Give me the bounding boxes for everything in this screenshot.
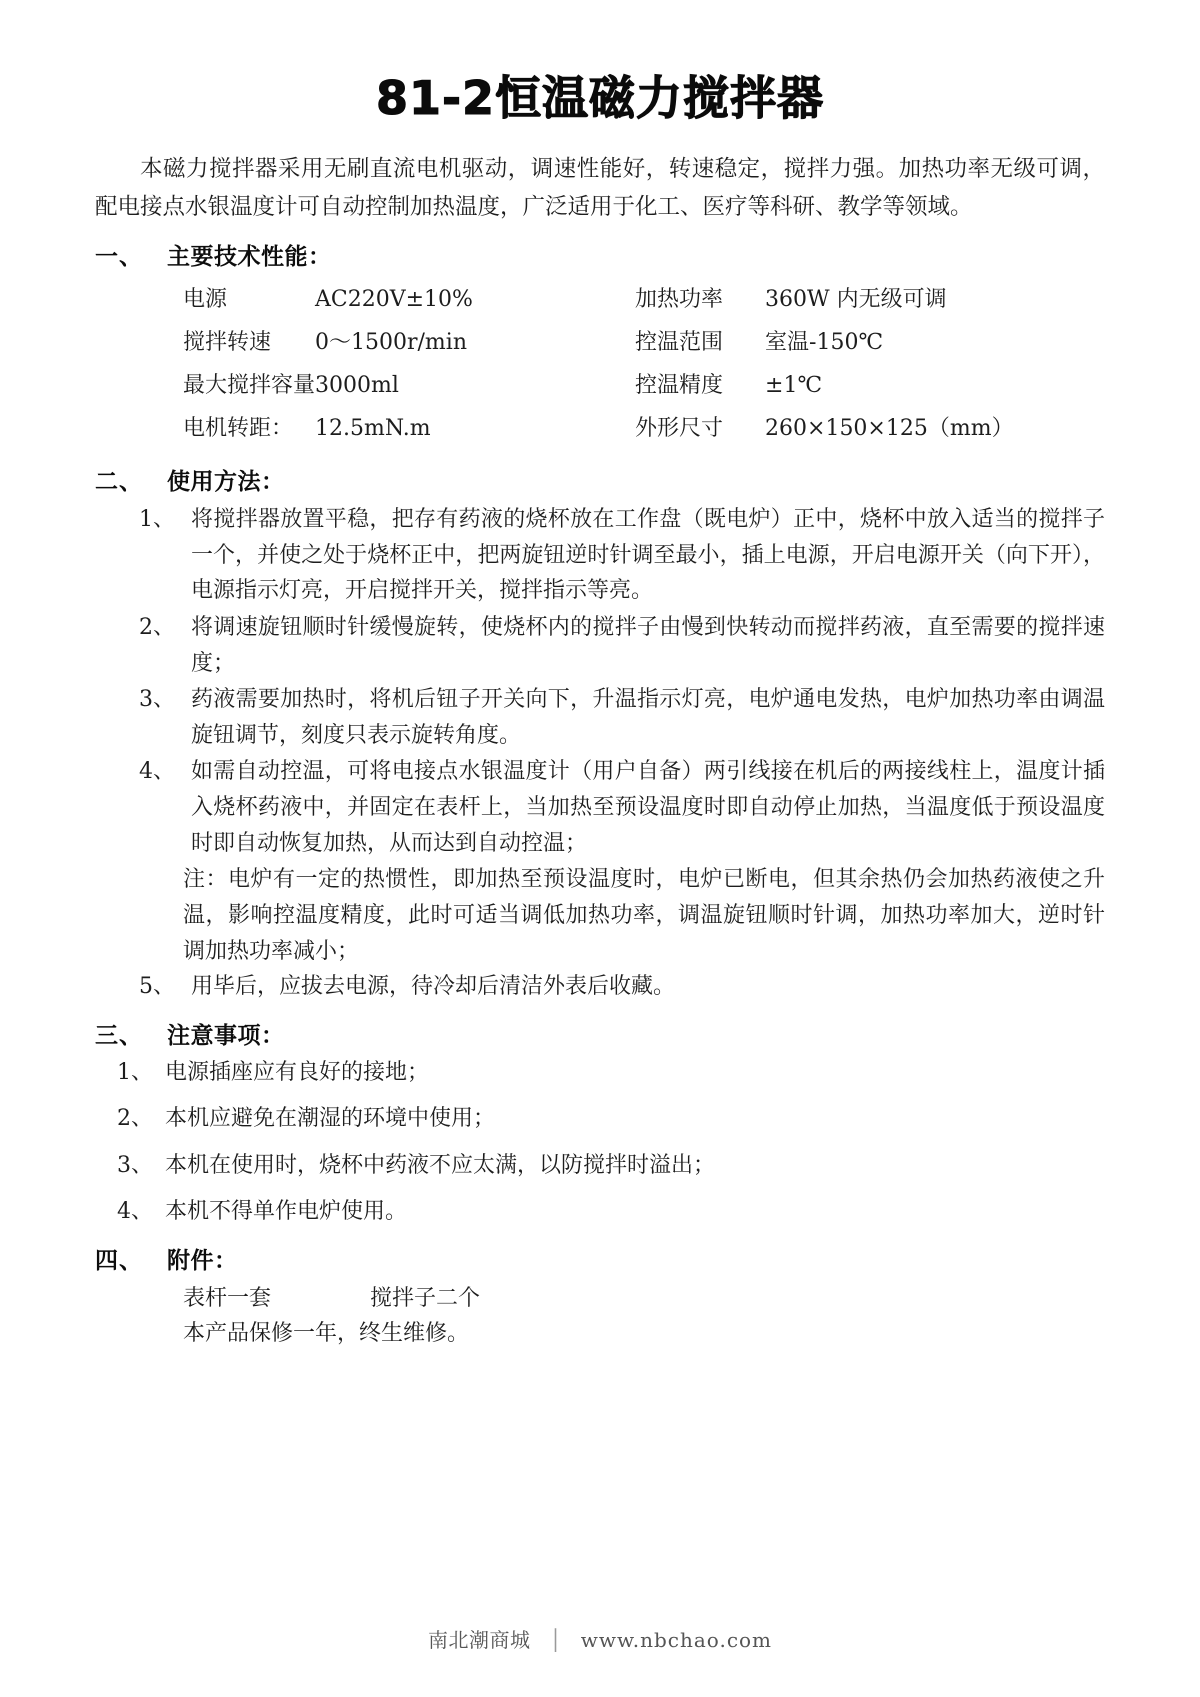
accessory-item-1: 表杆一套 xyxy=(183,1285,272,1311)
step-text: 药液需要加热时，将机后钮子开关向下，升温指示灯亮，电炉通电发热，电炉加热功率由调温旋钮调节，刻度只表示旋转角度。 xyxy=(191,687,1105,748)
spec-label-right: 外形尺寸 xyxy=(635,416,724,442)
footer-separator: │ xyxy=(549,1628,562,1652)
spec-label-left: 最大搅拌容量 xyxy=(183,373,316,399)
section-number: 三、 xyxy=(95,1022,143,1049)
table-row xyxy=(95,279,1105,322)
spec-value-left: 3000ml xyxy=(315,373,399,399)
step-number: 4、 xyxy=(139,759,175,785)
list-item xyxy=(183,1281,1105,1317)
list-item xyxy=(95,1102,1105,1135)
page-footer xyxy=(0,1624,1200,1653)
usage-note-paragraph: 注：电炉有一定的热惯性，即加热至预设温度时，电炉已断电，但其余热仍会加热药液使之升温，影响控温度精度，此时可适当调低加热功率，调温旋钮顺时针调，加热功率加大，逆时针调加热功率减小； xyxy=(183,867,1105,964)
section-heading-precautions xyxy=(95,1017,1105,1050)
step-text: 如需自动控温，可将电接点水银温度计（用户自备）两引线接在机后的两接线柱上，温度计插入烧杯药液中，并固定在表杆上，当加热至预设温度时即自动停止加热，当温度低于预设温度时即自动恢复加热，从而达到自动控温； xyxy=(191,759,1105,856)
section-number: 一、 xyxy=(95,244,143,271)
section-number: 二、 xyxy=(95,469,143,496)
section-number: 四、 xyxy=(95,1247,143,1274)
table-row xyxy=(95,322,1105,365)
list-item xyxy=(95,969,1105,1005)
list-item xyxy=(95,1056,1105,1089)
precaution-text: 本机应避免在潮湿的环境中使用； xyxy=(165,1106,496,1132)
spec-value-right: 260×150×125（mm） xyxy=(765,416,1014,442)
step-number: 1、 xyxy=(139,507,175,533)
spec-label-left: 电机转距： xyxy=(183,416,294,442)
list-item xyxy=(95,1149,1105,1182)
step-number: 2、 xyxy=(139,614,175,640)
intro-paragraph: 本磁力搅拌器采用无刷直流电机驱动，调速性能好，转速稳定，搅拌力强。加热功率无级可调，配电接点水银温度计可自动控制加热温度，广泛适用于化工、医疗等科研、教学等领域。 xyxy=(95,155,1105,220)
list-item xyxy=(95,754,1105,861)
section-heading-usage xyxy=(95,463,1105,496)
precaution-text: 本机不得单作电炉使用。 xyxy=(165,1199,408,1225)
step-text: 将搅拌器放置平稳，把存有药液的烧杯放在工作盘（既电炉）正中，烧杯中放入适当的搅拌子一个，并使之处于烧杯正中，把两旋钮逆时针调至最小，插上电源，开启电源开关（向下开），电源指示灯亮，开启搅拌开关，搅拌指示等亮。 xyxy=(191,507,1105,604)
section-title: 使用方法： xyxy=(167,469,285,496)
document-body xyxy=(95,151,1105,1352)
page-title: 81-2恒温磁力搅拌器 xyxy=(375,71,825,125)
step-text: 将调速旋钮顺时针缓慢旋转，使烧杯内的搅拌子由慢到快转动而搅拌药液，直至需要的搅拌速度； xyxy=(191,614,1105,676)
footer-url[interactable]: www.nbchao.com xyxy=(580,1628,773,1652)
precaution-number: 4、 xyxy=(117,1199,153,1225)
warranty-text: 本产品保修一年，终生维修。 xyxy=(183,1321,470,1347)
usage-steps-list xyxy=(95,502,1105,1005)
spec-value-left: 0～1500r/min xyxy=(315,330,467,356)
step-text: 用毕后，应拔去电源，待冷却后清洁外表后收藏。 xyxy=(191,974,676,1000)
spec-label-left: 电源 xyxy=(183,287,228,313)
section-heading-technical-specs xyxy=(95,238,1105,271)
spec-value-right: 360W 内无级可调 xyxy=(765,287,947,313)
spec-table xyxy=(95,279,1105,451)
step-number: 3、 xyxy=(139,687,175,713)
spec-value-left: 12.5mN.m xyxy=(315,416,431,442)
section-title: 注意事项： xyxy=(167,1022,285,1049)
precaution-text: 电源插座应有良好的接地； xyxy=(165,1059,430,1085)
precaution-text: 本机在使用时，烧杯中药液不应太满，以防搅拌时溢出； xyxy=(165,1152,716,1178)
table-row xyxy=(95,365,1105,408)
list-item xyxy=(95,1195,1105,1228)
section-heading-accessories xyxy=(95,1242,1105,1275)
accessory-item-2: 搅拌子二个 xyxy=(370,1285,481,1311)
spec-value-right: ±1℃ xyxy=(765,373,823,399)
spec-label-left: 搅拌转速 xyxy=(183,330,272,356)
spec-value-left: AC220V±10% xyxy=(315,287,473,313)
precaution-number: 3、 xyxy=(117,1152,153,1178)
spec-label-right: 控温范围 xyxy=(635,330,724,356)
step-number: 5、 xyxy=(139,974,175,1000)
section-title: 主要技术性能： xyxy=(167,244,332,271)
spec-label-right: 加热功率 xyxy=(635,287,724,313)
table-row xyxy=(95,408,1105,451)
footer-shop-name: 南北潮商城 xyxy=(427,1628,531,1652)
list-item xyxy=(95,502,1105,609)
spec-label-right: 控温精度 xyxy=(635,373,724,399)
precaution-number: 2、 xyxy=(117,1106,153,1132)
section-title: 附件： xyxy=(167,1247,238,1274)
list-item xyxy=(95,682,1105,753)
spec-value-right: 室温-150℃ xyxy=(765,330,884,356)
accessories-list xyxy=(95,1281,1105,1352)
list-item xyxy=(95,610,1105,681)
precautions-list xyxy=(95,1056,1105,1229)
precaution-number: 1、 xyxy=(117,1059,153,1085)
